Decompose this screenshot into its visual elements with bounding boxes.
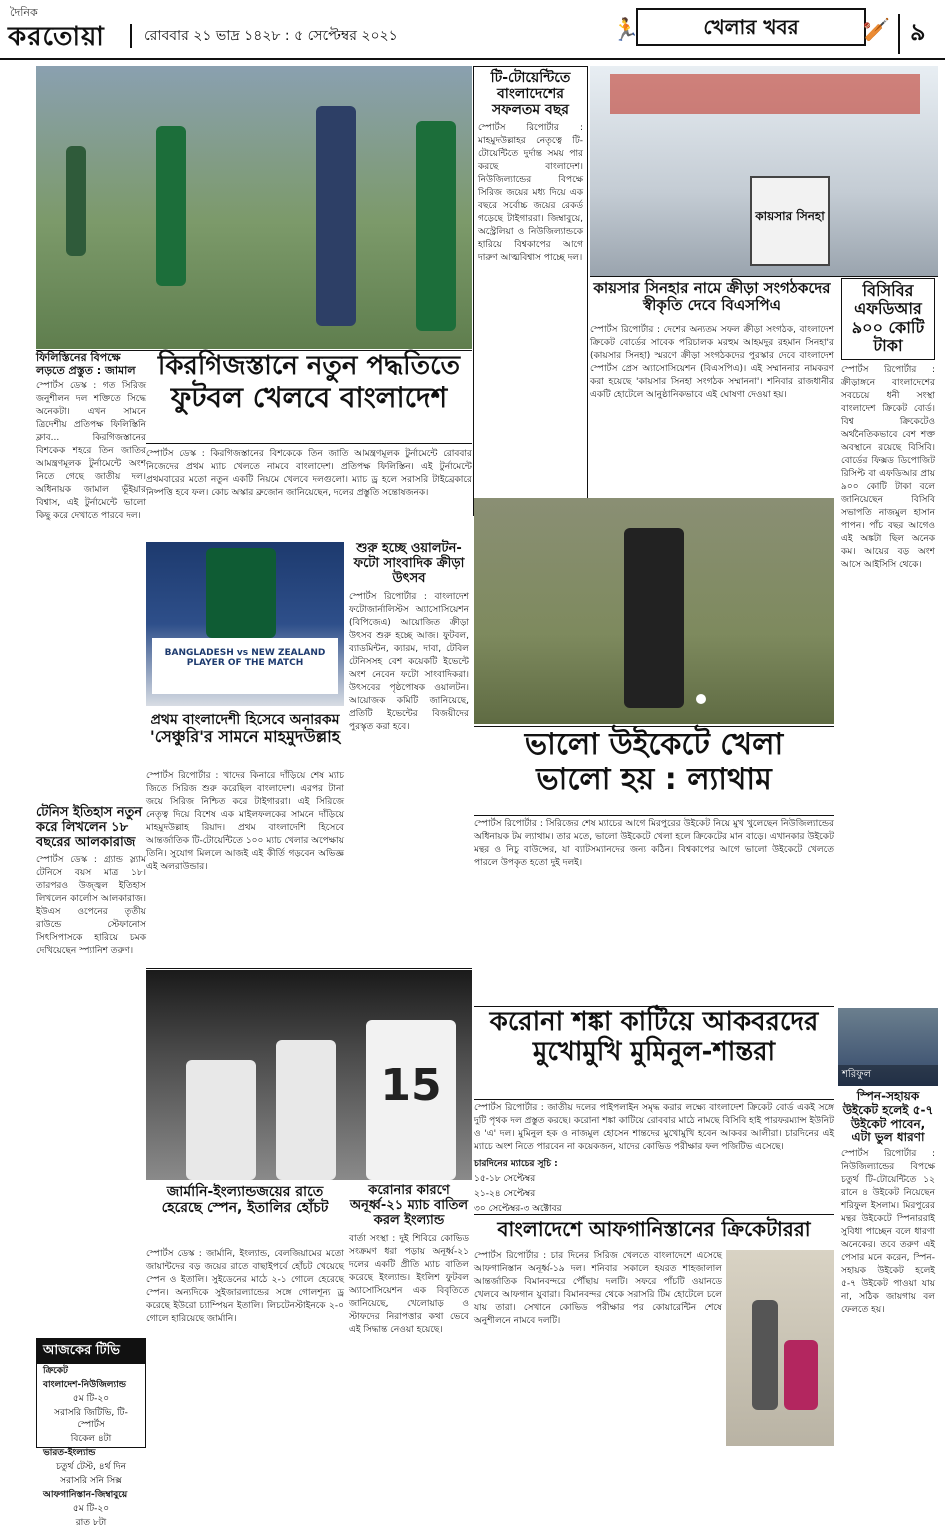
schedule-item: ৩০ সেপ্টেম্বর-৩ অক্টোবর: [474, 1204, 562, 1214]
kaiser-portrait-frame: [750, 176, 830, 266]
spin-article: [838, 1090, 938, 1446]
kaiser-event-photo: [590, 66, 938, 276]
player-figure: [276, 1040, 336, 1180]
u21-article: [346, 1184, 472, 1448]
section-flag: [612, 8, 890, 46]
coach-figure: [316, 106, 356, 326]
corona-headline-line1: করোনা শঙ্কা কাটিয়ে আকবরদের: [489, 1007, 819, 1037]
t20-headline: টি-টোয়েন্টিতে বাংলাদেশের সফলতম বছর: [490, 70, 571, 119]
kaiser-headline: কায়সার সিনহার নামে ক্রীড়া সংগঠকদের স্বীকৃতি দেবে বিএসপিএ: [593, 279, 831, 315]
tv-item: বিকেল ৪টা: [70, 1434, 112, 1444]
tv-category: ক্রিকেট: [43, 1366, 68, 1376]
player-figure: [416, 121, 456, 331]
corona-article: [474, 1102, 834, 1214]
cricket-ball: [696, 694, 706, 704]
event-banner: [610, 74, 920, 114]
germany-headline-line2: হেরেছে স্পেন, ইতালির হোঁচট: [161, 1200, 329, 1217]
tv-item: ৫ম টি-২০: [72, 1394, 110, 1404]
tv-item: আফগানিস্তান-জিম্বাবুয়ে: [43, 1490, 128, 1500]
award-card-line1: BANGLADESH vs NEW ZEALAND: [164, 648, 326, 658]
football-practice-photo: [36, 66, 472, 349]
player-figure: [66, 146, 86, 256]
tv-item: সরাসরি সনি সিক্স: [60, 1476, 122, 1486]
kaiser-portrait-caption: কায়সার সিনহা: [755, 209, 825, 223]
palestine-body: স্পোর্টস ডেস্ক : গত সিরিজ জনুশীলন দল শক্তিতে সিদ্ধে অনেকটা। এখন সামনে ত্রিদেশীয় প্রতিপক্ষ ফিলিস্তিনি ক্লাব... কিরগিজস্তানের বিশকেক শহরে তিন জাতির আমন্ত্রণমূলক টুর্নামেন্টে অংশ নিতে গেছে জাতীয় দল। অধিনায়ক জামাল ভূঁইয়ার বিশ্বাস, এই টুর্নামেন্টে ভালো কিছু করে দেখাতে পারবে দল।: [36, 381, 146, 522]
afghan-headline-box: [474, 1214, 834, 1246]
tv-item: ৫ম টি-২০: [72, 1504, 110, 1514]
masthead-small-label: দৈনিক: [10, 6, 38, 19]
award-card-line2: PLAYER OF THE MATCH: [186, 658, 304, 668]
tennis-body: স্পোর্টস ডেস্ক : গ্র্যান্ড স্ল্যাম টেনিসে বয়স মাত্র ১৮। তারপরও উজ্জ্বল ইতিহাস লিখলেন কার্লোস আলকারাজ। ইউএস ওপেনের তৃতীয় রাউন্ডে স্টেফানোস সিৎসিপাসকে হারিয়ে চমক দেখিয়েছেন স্প্যানিশ তরুণ।: [36, 855, 146, 957]
divider: [146, 968, 472, 969]
germany-body: স্পোর্টস ডেস্ক : জার্মানি, ইংল্যান্ড, বেলজিয়ামের মতো জায়ান্টদের বড় জয়ের রাতে বাছাইপর্বে হোঁচট খেয়েছে স্পেন ও ইতালি। সুইডেনের মাঠে ২-১ গোলে হেরেছে স্পেন। অন্যদিকে সুইজারল্যান্ডের সঙ্গে গোলশূন্য ড্র করেছে ইউরো চ্যাম্পিয়ন ইতালি। লিচটেনস্টাইনকে ২-০ গোলে হারিয়েছে জার্মানি।: [146, 1249, 344, 1324]
person-figure: [752, 1300, 778, 1410]
player-figure: [186, 1060, 256, 1180]
schedule-item: ১৫-১৮ সেপ্টেম্বর: [474, 1174, 536, 1184]
latham-headline-line1: ভালো উইকেটে খেলা: [524, 727, 784, 762]
mahmudullah-headline-line1: প্রথম বাংলাদেশী হিসেবে অনারকম: [150, 712, 340, 728]
luggage-figure: [784, 1340, 818, 1410]
mahmudullah-headline-line2: 'সেঞ্চুরি'র সামনে মাহমুদউল্লাহ: [149, 727, 341, 747]
afghan-headline: বাংলাদেশে আফগানিস্তানের ক্রিকেটাররা: [497, 1217, 811, 1241]
jersey-number: 15: [380, 1060, 442, 1111]
divider: [474, 1006, 834, 1007]
spin-headline: স্পিন-সহায়ক উইকেট হলেই ৫-৭ উইকেট পাবেন, এটা ভুল ধারণা: [842, 1089, 934, 1145]
kyrgyz-headline-line1: কিরগিজস্তানে নতুন পদ্ধতিতে: [157, 351, 461, 381]
walton-article: [346, 542, 472, 962]
tv-box-title: আজকের টিভি: [37, 1339, 145, 1364]
divider: [36, 350, 472, 351]
tv-item: বাংলাদেশ-নিউজিল্যান্ড: [43, 1380, 126, 1390]
tv-item: ভারত-ইংল্যান্ড: [43, 1448, 96, 1458]
left-column: [36, 352, 146, 1032]
award-card: [152, 638, 338, 694]
schedule-item: ২১-২৪ সেপ্টেম্বর: [474, 1189, 536, 1199]
walton-headline: শুরু হচ্ছে ওয়ালটন-ফটো সাংবাদিক ক্রীড়া উৎসব: [353, 541, 465, 586]
schedule-label: চারদিনের ম্যাচের সূচি :: [474, 1159, 558, 1169]
corona-headline-line2: মুখোমুখি মুমিনুল-শান্তরা: [532, 1036, 776, 1067]
u21-body: বার্তা সংস্থা : দুই শিবিরে কোভিড সংক্রমণ ধরা পড়ায় অনূর্ধ্ব-২১ দলের একটি প্রীতি ম্যাচ বাতিল করেছে ইংল্যান্ড। ইংলিশ ফুটবল অ্যাসোসিয়েশন এক বিবৃতিতে জানিয়েছে, খেলোয়াড় ও স্টাফদের নিরাপত্তার কথা ভেবে এই সিদ্ধান্ত নেওয়া হয়েছে।: [349, 1233, 469, 1335]
tv-item: চতুর্থ টেস্ট, ৪র্থ দিন: [56, 1462, 126, 1472]
t20-article: [473, 66, 588, 516]
jersey-figure: [366, 1020, 456, 1180]
u21-headline: করোনার কারণে অনূর্ধ্ব-২১ ম্যাচ বাতিল করল ইংল্যান্ড: [349, 1183, 469, 1228]
kyrgyz-body: স্পোর্টস ডেস্ক : কিরগিজস্তানের বিশকেকে তিন জাতি আমন্ত্রণমূলক টুর্নামেন্টে রোববার নিজেদের প্রথম ম্যাচ খেলতে নামবে বাংলাদেশ। প্রতিপক্ষ ফিলিস্তিন। এই টুর্নামেন্টে প্রথমবারের মতো নতুন একটি নিয়মে খেলবে দলগুলো। ম্যাচ ড্র হলে সরাসরি টাইব্রেকারে নিষ্পত্তি হবে ফল। কোচ অস্কার ব্রুজোন জানিয়েছেন, দলের প্রস্তুতি সন্তোষজনক।: [146, 449, 472, 498]
latham-batting-photo: [474, 498, 834, 724]
germany-players-photo: [146, 970, 472, 1180]
runner-icon: 🏃: [612, 18, 640, 43]
palestine-headline: ফিলিস্তিনের বিপক্ষে লড়তে প্রস্তুত : জামাল: [36, 351, 136, 377]
afghan-body: স্পোর্টস রিপোর্টার : চার দিনের সিরিজ খেলতে বাংলাদেশে এসেছে আফগানিস্তান অনূর্ধ্ব-১৯ দল। শনিবার সকালে হযরত শাহজালাল আন্তর্জাতিক বিমানবন্দরে পৌঁছায় দলটি। সফরে পাঁচটি ওয়ানডে খেলবে আফগান যুবারা। বিমানবন্দর থেকে সরাসরি টিম হোটেলে চলে যায় তারা। সেখানে কোভিড পরীক্ষার পর কোয়ারেন্টিন শেষে অনুশীলনে নামবে দলটি।: [474, 1251, 722, 1326]
tv-schedule-box: [36, 1338, 146, 1528]
latham-headline-box: [474, 728, 834, 816]
divider: [474, 726, 834, 727]
divider: [590, 276, 938, 277]
player-figure: [206, 548, 276, 638]
spin-body: স্পোর্টস রিপোর্টার : নিউজিল্যান্ডের বিপক্ষে চতুর্থ টি-টোয়েন্টিতে ১২ রানে ৪ উইকেট নিয়েছেন শরিফুল ইসলাম। মিরপুরের মন্থর উইকেটে স্পিনাররাই সুবিধা পাচ্ছেন বলে ধারণা অনেকের। তবে তরুণ এই পেসার মনে করেন, স্পিন-সহায়ক উইকেট হলেই ৫-৭ উইকেট পাওয়া যায় না, সঠিক জায়গায় বল ফেলতে হয়।: [841, 1149, 935, 1316]
mahmudullah-body: স্পোর্টস রিপোর্টার : খাদের কিনারে দাঁড়িয়ে শেষ ম্যাচ জিতে সিরিজ শুরু করেছিল বাংলাদেশ। এরপর টানা জয়ে সিরিজ নিশ্চিত করে টাইগাররা। এই সিরিজে নেতৃত্ব দিয়ে বিশেষ এক মাইলফলকের সামনে দাঁড়িয়ে মাহমুদউল্লাহ রিয়াদ। প্রথম বাংলাদেশি হিসেবে আন্তর্জাতিক টি-টোয়েন্টিতে ১০০ ম্যাচ খেলার অপেক্ষায় তিনি। সুযোগ মিললে আজই এই কীর্তি গড়বেন অভিজ্ঞ এই অলরাউন্ডার।: [146, 771, 344, 872]
latham-body: স্পোর্টস রিপোর্টার : সিরিজের শেষ ম্যাচের আগে মিরপুরের উইকেট নিয়ে মুখ খুলেছেন নিউজিল্যান্ডের অধিনায়ক টম ল্যাথাম। তার মতে, ভালো উইকেটে খেলা হলে ক্রিকেটের মান বাড়ে। এখানকার উইকেট মন্থর ও নিচু বাউন্সের, যা ব্যাটসম্যানদের জন্য কঠিন। বিশ্বকাপের আগে ভালো উইকেটে খেলতে পারলে উপকৃত হতো দুই দলই।: [474, 819, 834, 868]
tv-item: সরাসরি জিটিভি, টি-স্পোর্টস: [54, 1408, 128, 1430]
germany-headline-box: [146, 1184, 344, 1246]
t20-body: স্পোর্টস রিপোর্টার : মাহমুদউল্লাহর নেতৃত্বে টি-টোয়েন্টিতে দুর্দান্ত সময় পার করছে বাংলাদেশ। নিউজিল্যান্ডের বিপক্ষে সিরিজ জয়ের মধ্য দিয়ে এক বছরে সর্বোচ্চ জয়ের রেকর্ড গড়েছে টাইগাররা। জিম্বাবুয়ে, অস্ট্রেলিয়া ও নিউজিল্যান্ডকে হারিয়ে বিশ্বকাপের আগে দারুণ আত্মবিশ্বাস পাচ্ছে দল।: [478, 123, 583, 264]
masthead: [0, 0, 945, 60]
bcb-fdr-article: [838, 278, 938, 1004]
germany-headline-line1: জার্মানি-ইংল্যান্ডজয়ের রাতে: [166, 1184, 324, 1200]
bcb-fdr-headline: বিসিবির এফডিআর ৯০০ কোটি টাকা: [841, 278, 935, 360]
corona-body: স্পোর্টস রিপোর্টার : জাতীয় দলের পাইপলাইন সমৃদ্ধ করার লক্ষ্যে বাংলাদেশ ক্রিকেট বোর্ড একই সঙ্গে দুটি পৃথক দল প্রস্তুত করছে। করোনা শঙ্কা কাটিয়ে রোববার মাঠে নামছে বিসিবি হাই পারফরম্যান্স ইউনিট ও 'এ' দল। মুমিনুল হক ও নাজমুল হোসেন শান্তদের মুখোমুখি হবেন আকবর আলীরা। চারদিনের এই ম্যাচে অংশ নিতে পারবেন না কয়েকজন, যাদের কোভিড পরীক্ষার ফল পজিটিভ এসেছে।: [474, 1103, 834, 1152]
mahmudullah-headline-box: [146, 712, 344, 768]
kyrgyz-headline-box: [146, 352, 472, 444]
airport-photo: [726, 1250, 834, 1446]
section-title: খেলার খবর: [703, 15, 799, 39]
tennis-headline: টেনিস ইতিহাস নতুন করে লিখলেন ১৮ বছরের আলকারাজ: [36, 805, 143, 851]
dateline: রোববার ২১ ভাদ্র ১৪২৮ : ৫ সেপ্টেম্বর ২০২১: [130, 24, 398, 48]
corona-headline-box: [474, 1008, 834, 1100]
batsman-figure: [624, 528, 684, 708]
page-number: ৯: [898, 14, 926, 54]
latham-headline-line2: ভালো হয় : ল্যাথাম: [536, 761, 772, 797]
sharif-caption: শরিফুল: [838, 1065, 938, 1086]
walton-body: স্পোর্টস রিপোর্টার : বাংলাদেশ ফটোজার্নালিস্টস অ্যাসোসিয়েশন (বিপিজেএ) আয়োজিত ক্রীড়া উৎসব শুরু হচ্ছে আজ। ফুটবল, ব্যাডমিন্টন, ক্যারম, দাবা, টেবিল টেনিসসহ বেশ কয়েকটি ইভেন্টে অংশ নেবেন ফটো সাংবাদিকরা। উৎসবের পৃষ্ঠপোষক ওয়ালটন। আয়োজক কমিটি জানিয়েছে, প্রতিটি ইভেন্টের বিজয়ীদের পুরস্কৃত করা হবে।: [349, 591, 469, 732]
cricket-batter-icon: 🏏: [862, 18, 890, 43]
kaiser-body: স্পোর্টস রিপোর্টার : দেশের অন্যতম সফল ক্রীড়া সংগঠক, বাংলাদেশ ক্রিকেট বোর্ডের সাবেক পরিচালক মরহুম আহমদুর রহমান সিনহা'র (কায়সার সিনহা) স্মরণে ক্রীড়া সংগঠকদের পুরস্কার দেবে বাংলাদেশ স্পোর্টস প্রেস অ্যাসোসিয়েশন (বিএসপিএ)। এই সম্মাননার নামকরণ করা হয়েছে 'কায়সার সিনহা সংগঠক সম্মাননা'। শনিবার রাজধানীর একটি হোটেলে আনুষ্ঠানিকভাবে এই ঘোষণা দেওয়া হয়।: [590, 325, 834, 400]
player-figure: [156, 126, 186, 286]
kyrgyz-headline-line2: ফুটবল খেলবে বাংলাদেশ: [170, 380, 448, 414]
newspaper-logo: করতোয়া: [8, 22, 105, 52]
bcb-fdr-body: স্পোর্টস রিপোর্টার : ক্রীড়াঙ্গনে বাংলাদেশের সবচেয়ে ধনী সংস্থা বাংলাদেশ ক্রিকেট বোর্ড। বিশ্ব ক্রিকেটেও অর্থনৈতিকভাবে বেশ শক্ত অবস্থানে রয়েছে বিসিবি। বোর্ডের ফিক্সড ডিপোজিট রিসিপ্ট বা এফডিআর প্রায় ৯০০ কোটি টাকা বলে জানিয়েছেন বিসিবি সভাপতি নাজমুল হাসান পাপন। পাঁচ বছর আগেও এই অঙ্কটা ছিল অনেক কম। আয়ের বড় অংশ আসে আইসিসি থেকে।: [841, 364, 935, 570]
tv-item: রাত ৮টা: [75, 1518, 107, 1528]
sharif-portrait: [838, 1008, 938, 1086]
mahmudullah-award-photo: [146, 542, 344, 706]
tv-items-list: [37, 1378, 145, 1530]
kaiser-headline-box: [590, 278, 834, 324]
